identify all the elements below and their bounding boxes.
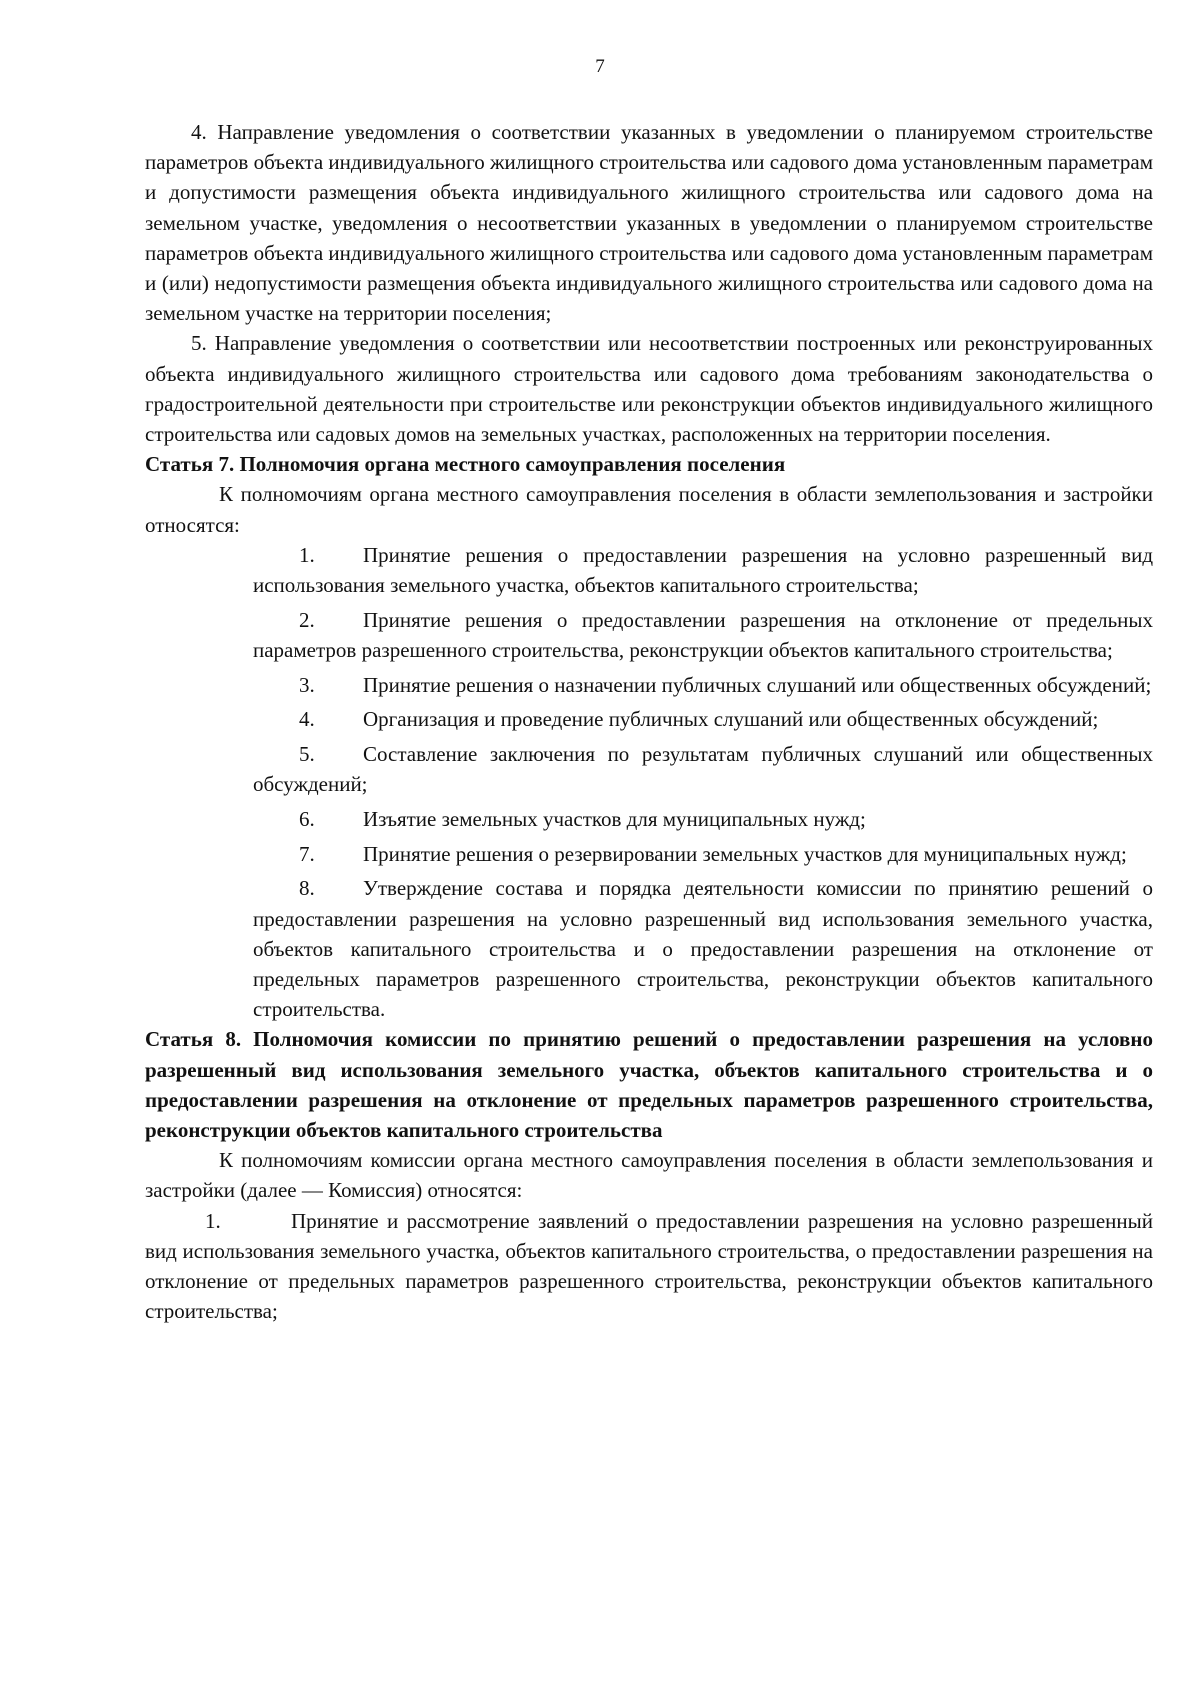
list-item-number: 8.	[299, 876, 315, 901]
list-item	[253, 670, 1153, 700]
list-item-text: Организация и проведение публичных слушаний или общественных обсуждений;	[363, 707, 1099, 732]
list-item-text: Составление заключения по результатам публичных слушаний или общественных обсуждений;	[253, 742, 1153, 797]
list-item-text: Утверждение состава и порядка деятельности комиссии по принятию решений о предоставлении разрешения на условно разрешенный вид использования земельного участка, объектов капитального строительства и о предоставлении разрешения на отклонение от предельных параметров разрешенного строительства, реконструкции объектов капитального строительства.	[253, 876, 1153, 1022]
list-item	[253, 605, 1153, 665]
list-item-text: Принятие решения о резервировании земельных участков для муниципальных нужд;	[363, 841, 1127, 866]
list-item-text: Принятие решения о предоставлении разрешения на отклонение от предельных параметров разрешенного строительства, реконструкции объектов капитального строительства;	[253, 607, 1153, 662]
list-item	[253, 804, 1153, 834]
list-item-number: 1.	[299, 542, 315, 567]
list-item-number: 6.	[299, 806, 315, 831]
list-item-number: 3.	[299, 672, 315, 697]
list-item	[253, 839, 1153, 869]
list-item	[145, 1206, 1153, 1327]
page-number: 7	[595, 56, 605, 77]
article-7-list	[145, 540, 1153, 1025]
list-item-number: 4.	[299, 707, 315, 732]
paragraph-item-5: 5. Направление уведомления о соответствии или несоответствии построенных или реконструированных объекта индивидуального жилищного строительства или садового дома требованиям законодательства о градостроительной деятельности при строительстве или реконструкции объектов индивидуального жилищного строительства или садовых домов на земельных участках, расположенных на территории поселения.	[145, 331, 1153, 447]
list-item-text: Изъятие земельных участков для муниципальных нужд;	[363, 806, 866, 831]
article-8-intro: К полномочиям комиссии органа местного самоуправления поселения в области землепользования и застройки (далее — Комиссия) относятся:	[145, 1148, 1153, 1203]
article-7-intro: К полномочиям органа местного самоуправления поселения в области землепользования и застройки относятся:	[145, 482, 1153, 537]
document-body	[145, 117, 1153, 1326]
list-item-number: 2.	[299, 607, 315, 632]
list-item-number: 1.	[205, 1208, 221, 1233]
paragraph-item-4: 4. Направление уведомления о соответствии указанных в уведомлении о планируемом строительстве параметров объекта индивидуального жилищного строительства или садового дома установленным параметрам и допустимости размещения объекта индивидуального жилищного строительства или садового дома на земельном участке, уведомления о несоответствии указанных в уведомлении о планируемом строительстве параметров объекта индивидуального жилищного строительства или садового дома установленным параметрам и (или) недопустимости размещения объекта индивидуального жилищного строительства или садового дома на земельном участке на территории поселения;	[145, 120, 1153, 326]
list-item-text: Принятие решения о предоставлении разрешения на условно разрешенный вид использования земельного участка, объектов капитального строительства;	[253, 542, 1153, 598]
list-item	[253, 540, 1153, 600]
list-item-number: 5.	[299, 742, 315, 767]
list-item-text: Принятие и рассмотрение заявлений о предоставлении разрешения на условно разрешенный вид использования земельного участка, объектов капитального строительства, о предоставлении разрешения на отклонение от предельных параметров разрешенного строительства, реконструкции объектов капитального строительства;	[145, 1208, 1153, 1324]
list-item	[253, 704, 1153, 734]
list-item-text: Принятие решения о назначении публичных слушаний или общественных обсуждений;	[363, 672, 1152, 697]
article-8-heading: Статья 8. Полномочия комиссии по принятию решений о предоставлении разрешения на условно разрешенный вид использования земельного участка, объектов капитального строительства и о предоставлении разрешения на отклонение от предельных параметров разрешенного строительства, реконструкции объектов капитального строительства	[145, 1027, 1153, 1142]
list-item	[253, 739, 1153, 799]
article-7-heading: Статья 7. Полномочия органа местного самоуправления поселения	[145, 452, 786, 477]
list-item-number: 7.	[299, 841, 315, 866]
list-item	[253, 873, 1153, 1024]
